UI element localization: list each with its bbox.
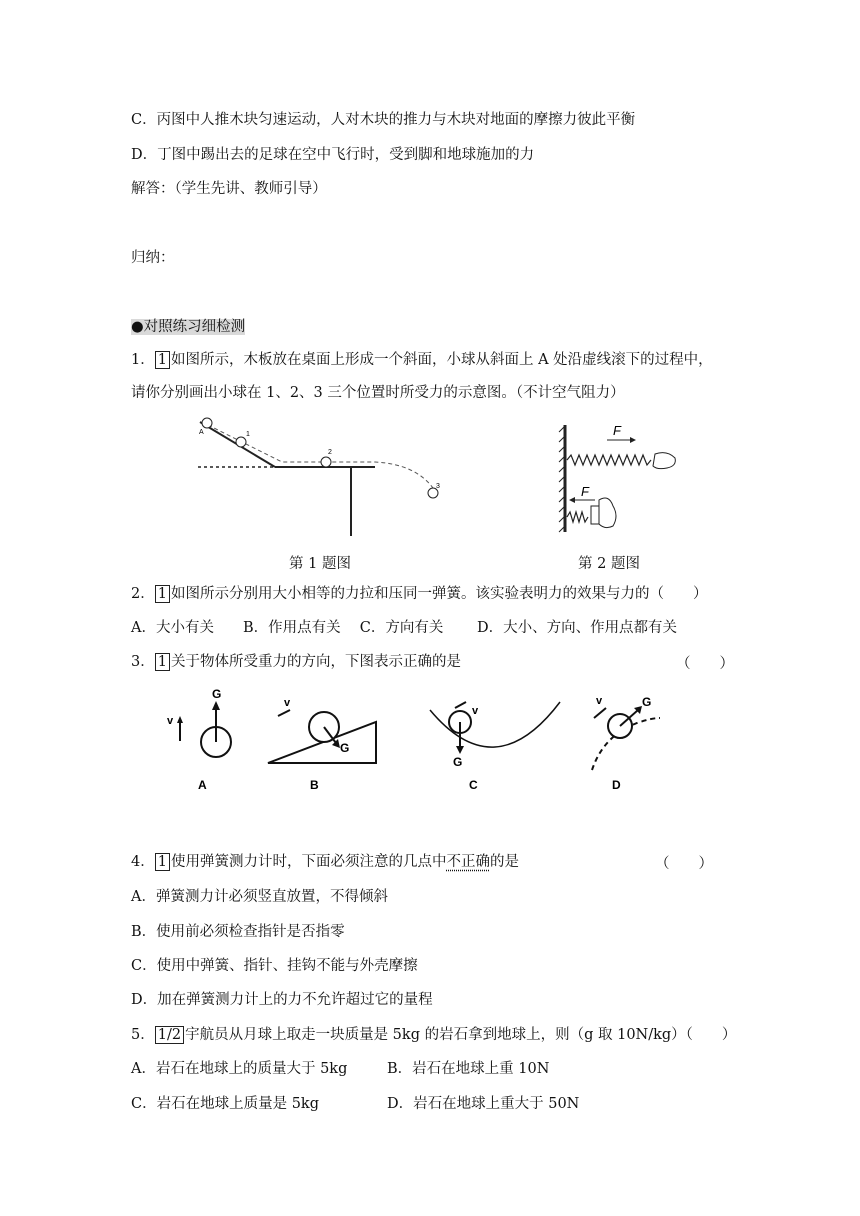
question-5-option-c: C．岩石在地球上质量是 5kg — [131, 1096, 319, 1112]
difficulty-box: 1 — [155, 351, 170, 369]
g-label-b: G — [340, 741, 350, 755]
option-label-a: A — [198, 778, 207, 792]
question-3-answer-paren: （ ） — [676, 656, 734, 672]
question-5-option-a: A．岩石在地球上的质量大于 5kg — [131, 1061, 348, 1077]
question-5-option-d: D．岩石在地球上重大于 50N — [387, 1096, 580, 1112]
g-label-d: G — [642, 695, 652, 709]
question-number: 1． — [131, 352, 155, 368]
question-text-end: 的是 — [489, 854, 519, 870]
figure-1-caption: 第 1 题图 — [289, 556, 351, 572]
summary-label: 归纳： — [131, 250, 175, 266]
question-number: 4． — [131, 854, 155, 870]
option-c-text: C．丙图中人推木块匀速运动，人对木块的推力与木块对地面的摩擦力彼此平衡 — [131, 112, 636, 128]
question-text: 宇航员从月球上取走一块质量是 5kg 的岩石拿到地球上，则（g 取 10N/kg）（ ） — [185, 1027, 737, 1043]
question-1 — [131, 350, 713, 370]
question-text: 如图所示分别用大小相等的力拉和压同一弹簧。该实验表明力的效果与力的（ ） — [170, 586, 708, 602]
section-title-text: ●对照练习细检测 — [131, 319, 246, 335]
question-3 — [131, 652, 461, 672]
question-4-option-c: C．使用中弹簧、指针、挂钩不能与外壳摩擦 — [131, 958, 418, 974]
point-1-label: 1 — [246, 431, 250, 438]
figure-2-springs — [555, 420, 685, 535]
question-5-option-b: B．岩石在地球上重 10N — [387, 1061, 550, 1077]
question-4-option-d: D．加在弹簧测力计上的力不允许超过它的量程 — [131, 992, 433, 1008]
figure-1-incline — [190, 412, 450, 542]
emphasis-text: 不正确 — [446, 854, 490, 870]
force-label-push: F — [581, 484, 589, 499]
question-1-line2: 请你分别画出小球在 1、2、3 三个位置时所受力的示意图。（不计空气阻力） — [131, 385, 625, 401]
question-text: 关于物体所受重力的方向，下图表示正确的是 — [170, 654, 461, 670]
difficulty-box: 1/2 — [155, 1026, 184, 1044]
point-3-label: 3 — [436, 483, 440, 490]
point-a-label: A — [199, 429, 204, 436]
question-number: 3． — [131, 654, 155, 670]
g-label-c: G — [453, 755, 463, 769]
option-label-d: D — [612, 778, 621, 792]
v-label-d: v — [596, 695, 603, 707]
question-text: 使用弹簧测力计时，下面必须注意的几点中 — [170, 854, 447, 870]
v-label-a: v — [167, 715, 174, 727]
question-4-option-a: A．弹簧测力计必须竖直放置，不得倾斜 — [131, 889, 388, 905]
section-title — [131, 317, 245, 337]
force-label-pull: F — [613, 423, 621, 438]
point-2-label: 2 — [328, 449, 332, 456]
question-2 — [131, 584, 707, 604]
difficulty-box: 1 — [155, 585, 170, 603]
figure-3-gravity — [160, 688, 680, 798]
answer-label: 解答：（学生先讲、教师引导） — [131, 181, 327, 197]
question-5 — [131, 1025, 736, 1045]
figure-2-caption: 第 2 题图 — [578, 556, 640, 572]
option-label-b: B — [310, 778, 319, 792]
option-label-c: C — [469, 778, 478, 792]
question-2-options: A．大小有关 B．作用点有关 C．方向有关 D．大小、方向、作用点都有关 — [131, 620, 678, 636]
v-label-b: v — [284, 697, 291, 709]
question-4 — [131, 852, 519, 872]
difficulty-box: 1 — [155, 853, 170, 871]
question-text: 如图所示，木板放在桌面上形成一个斜面，小球从斜面上 A 处沿虚线滚下的过程中， — [170, 352, 713, 368]
v-label-c: v — [472, 705, 479, 717]
question-4-answer-paren: （ ） — [655, 856, 713, 872]
option-d-text: D．丁图中踢出去的足球在空中飞行时，受到脚和地球施加的力 — [131, 147, 535, 163]
question-4-option-b: B．使用前必须检查指针是否指零 — [131, 924, 345, 940]
question-number: 5． — [131, 1027, 155, 1043]
question-number: 2． — [131, 586, 155, 602]
difficulty-box: 1 — [155, 653, 170, 671]
g-label-a: G — [212, 688, 222, 701]
